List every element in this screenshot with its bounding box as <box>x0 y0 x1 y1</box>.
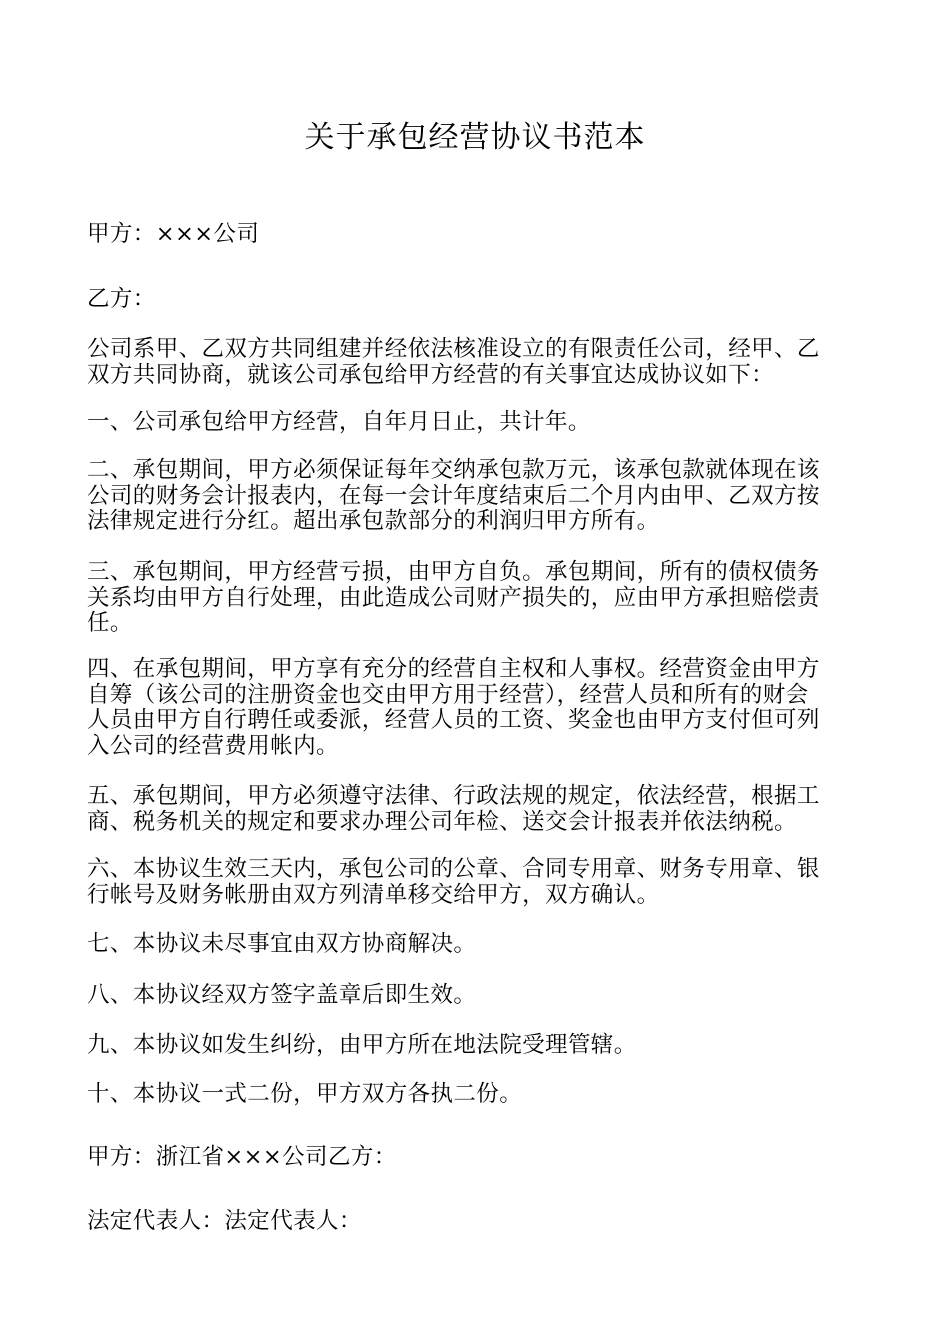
signature-parties-text: 甲方：浙江省×××公司乙方： <box>87 1144 397 1170</box>
clause-line: 法律规定进行分红。超出承包款部分的利润归甲方所有。 <box>87 508 660 534</box>
clause-line: 四、在承包期间，甲方享有充分的经营自主权和人事权。经营资金由甲方 <box>87 656 820 682</box>
signature-parties <box>87 1145 863 1171</box>
clause-1 <box>87 410 863 436</box>
clause-line: 一、公司承包给甲方经营，自年月日止，共计年。 <box>87 409 591 435</box>
clause-line: 二、承包期间，甲方必须保证每年交纳承包款万元，该承包款就体现在该 <box>87 457 820 483</box>
clause-7 <box>87 932 863 958</box>
clause-line: 任。 <box>87 610 133 636</box>
party-a-line <box>87 222 863 248</box>
signature-reps-text: 法定代表人：法定代表人： <box>87 1208 362 1234</box>
intro-line: 公司系甲、乙双方共同组建并经依法核准设立的有限责任公司，经甲、乙 <box>87 336 820 362</box>
party-a-text: 甲方：×××公司 <box>87 221 260 247</box>
clause-line: 九、本协议如发生纠纷，由甲方所在地法院受理管辖。 <box>87 1032 637 1058</box>
clause-10 <box>87 1082 863 1108</box>
clause-6 <box>87 857 863 908</box>
clause-line: 三、承包期间，甲方经营亏损，由甲方自负。承包期间，所有的债权债务 <box>87 559 820 585</box>
clause-line: 六、本协议生效三天内，承包公司的公章、合同专用章、财务专用章、银 <box>87 856 820 882</box>
clause-5 <box>87 784 863 835</box>
party-b-text: 乙方： <box>87 286 156 312</box>
clause-line: 八、本协议经双方签字盖章后即生效。 <box>87 982 477 1008</box>
clause-9 <box>87 1033 863 1059</box>
intro-paragraph <box>87 337 863 388</box>
clause-4 <box>87 657 863 759</box>
clause-line: 关系均由甲方自行处理，由此造成公司财产损失的，应由甲方承担赔偿责 <box>87 584 820 611</box>
clause-3 <box>87 560 863 637</box>
clause-line: 公司的财务会计报表内，在每一会计年度结束后二个月内由甲、乙双方按 <box>87 482 820 509</box>
clause-line: 人员由甲方自行聘任或委派，经营人员的工资、奖金也由甲方支付但可列 <box>87 707 820 733</box>
party-b-line <box>87 287 863 313</box>
intro-line: 双方共同协商，就该公司承包给甲方经营的有关事宜达成协议如下： <box>87 361 775 388</box>
clause-line: 商、税务机关的规定和要求办理公司年检、送交会计报表并依法纳税。 <box>87 808 797 835</box>
clause-line: 七、本协议未尽事宜由双方协商解决。 <box>87 931 477 957</box>
clause-line: 自筹（该公司的注册资金也交由甲方用于经营），经营人员和所有的财会 <box>87 681 809 708</box>
clause-8 <box>87 983 863 1009</box>
document-title: 关于承包经营协议书范本 <box>304 120 646 155</box>
clause-line: 行帐号及财务帐册由双方列清单移交给甲方，双方确认。 <box>87 881 660 908</box>
clause-2 <box>87 458 863 535</box>
clause-line: 十、本协议一式二份，甲方双方各执二份。 <box>87 1081 523 1107</box>
clause-line: 入公司的经营费用帐内。 <box>87 732 339 759</box>
clause-line: 五、承包期间，甲方必须遵守法律、行政法规的规定，依法经营，根据工 <box>87 783 820 809</box>
signature-representatives <box>87 1209 863 1235</box>
